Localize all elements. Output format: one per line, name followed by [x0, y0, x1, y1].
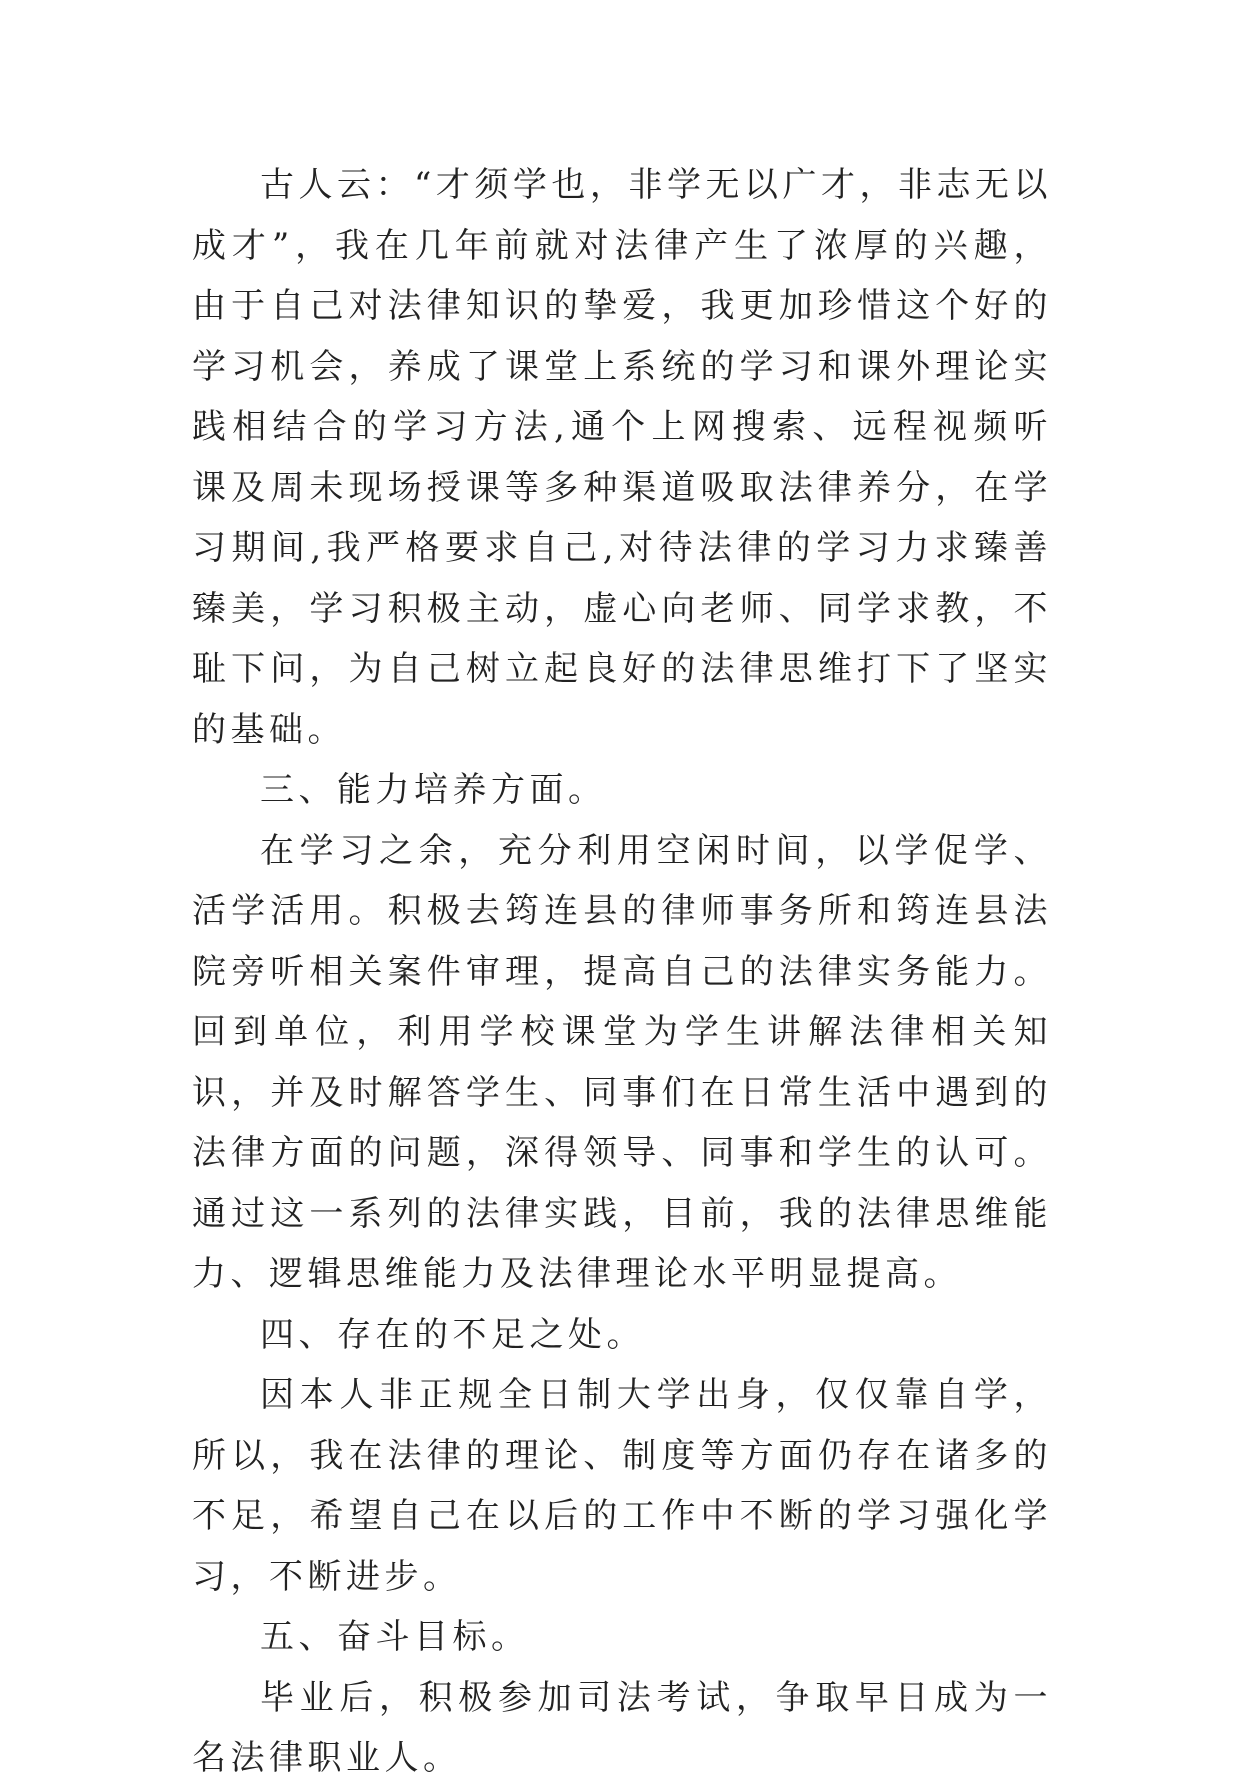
- heading-goals: 五、奋斗目标。: [260, 1617, 530, 1657]
- document-body: [192, 155, 1052, 1789]
- paragraph-ability-training: 在学习之余，充分利用空闲时间，以学促学、活学活用。积极去筠连县的律师事务所和筠连县法院旁听相关案件审理，提高自己的法律实务能力。回到单位，利用学校课堂为学生讲解法律相关知识，并及时解答学生、同事们在日常生活中遇到的法律方面的问题，深得领导、同事和学生的认可。通过这一系列的法律实践，目前，我的法律思维能力、逻辑思维能力及法律理论水平明显提高。: [192, 830, 1052, 1294]
- paragraph-goals: 毕业后，积极参加司法考试，争取早日成为一名法律职业人。: [192, 1677, 1052, 1778]
- heading-shortcomings: 四、存在的不足之处。: [260, 1314, 645, 1355]
- paragraph-study-experience: 古人云：“才须学也，非学无以广才，非志无以成才”，我在几年前就对法律产生了浓厚的兴趣，由于自己对法律知识的挚爱，我更加珍惜这个好的学习机会，养成了课堂上系统的学习和课外理论实践相结合的学习方法,通个上网搜索、远程视频听课及周未现场授课等多种渠道吸取法律养分，在学习期间,我严格要求自己,对待法律的学习力求臻善臻美，学习积极主动，虚心向老师、同学求教，不耻下问，为自己树立起良好的法律思维打下了坚实的基础。: [192, 165, 1052, 750]
- paragraph-shortcomings: 因本人非正规全日制大学出身，仅仅靠自学，所以，我在法律的理论、制度等方面仍存在诸多的不足，希望自己在以后的工作中不断的学习强化学习，不断进步。: [192, 1375, 1052, 1597]
- heading-ability-training: 三、能力培养方面。: [260, 770, 607, 810]
